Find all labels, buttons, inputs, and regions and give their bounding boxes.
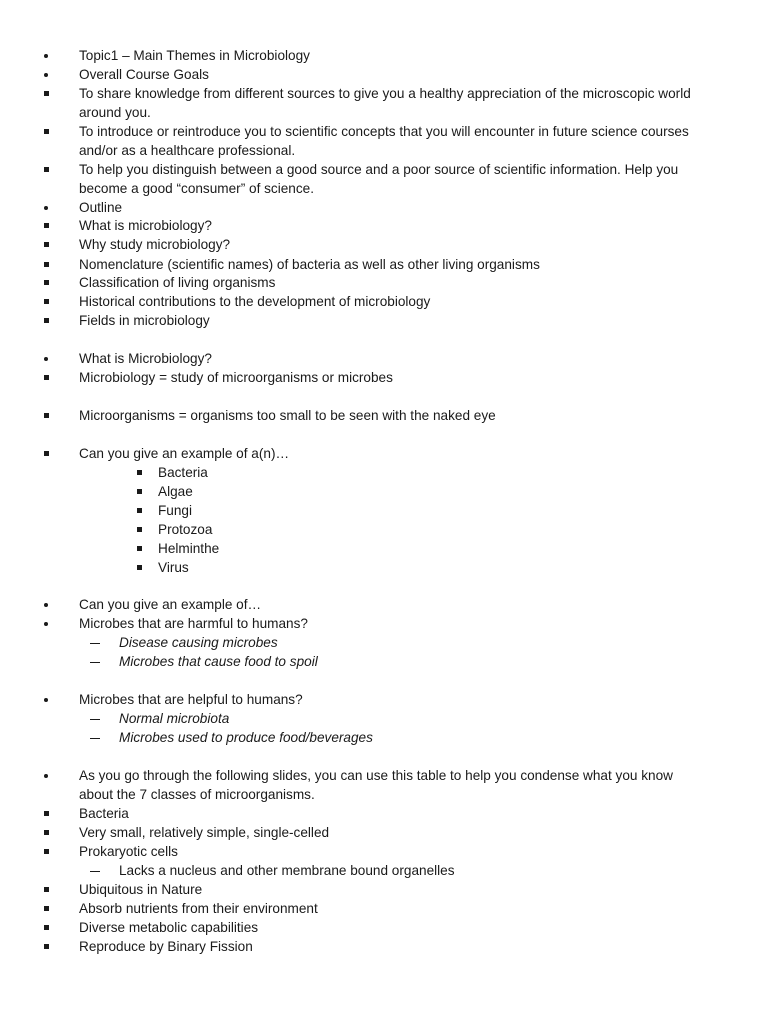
document-line — [0, 804, 768, 823]
line-text: Absorb nutrients from their environment — [79, 901, 318, 916]
line-text: Helminthe — [158, 541, 220, 556]
line-text: Reproduce by Binary Fission — [79, 939, 253, 954]
square-bullet-icon — [44, 849, 49, 854]
square-bullet-icon — [44, 299, 49, 304]
document-line — [0, 520, 768, 539]
line-text: Overall Course Goals — [79, 67, 209, 82]
line-text: Ubiquitous in Nature — [79, 882, 203, 897]
line-text: Can you give an example of… — [79, 597, 262, 612]
round-bullet-icon — [44, 622, 48, 626]
document-line — [0, 273, 768, 292]
line-text: Microorganisms = organisms too small to be seen with the naked eye — [79, 408, 496, 423]
document-line — [0, 937, 768, 956]
round-bullet-icon — [44, 603, 48, 607]
round-bullet-icon — [44, 54, 48, 58]
document-line — [0, 65, 768, 84]
document-line — [0, 880, 768, 899]
document-line — [0, 292, 768, 311]
line-text: To introduce or reintroduce you to scientific concepts that you will encounter in future science courses — [79, 124, 689, 139]
line-text: around you. — [79, 105, 151, 120]
round-bullet-icon — [44, 698, 48, 702]
document-line — [0, 861, 768, 880]
document-line — [0, 482, 768, 501]
document-line — [0, 122, 768, 141]
square-bullet-icon — [44, 129, 49, 134]
line-text: Virus — [158, 560, 189, 575]
square-bullet-icon — [44, 242, 49, 247]
line-text: Can you give an example of a(n)… — [79, 446, 290, 461]
line-text: become a good “consumer” of science. — [79, 181, 314, 196]
document-line — [0, 918, 768, 937]
line-text: and/or as a healthcare professional. — [79, 143, 296, 158]
document-line — [0, 349, 768, 368]
square-bullet-icon — [44, 944, 49, 949]
line-text: Topic1 – Main Themes in Microbiology — [79, 48, 310, 63]
document-line — [0, 84, 768, 103]
square-bullet-icon — [44, 906, 49, 911]
document-line — [0, 179, 768, 198]
document-line — [0, 899, 768, 918]
line-text: Disease causing microbes — [119, 635, 278, 650]
document-line — [0, 255, 768, 274]
dash-bullet-icon — [90, 738, 100, 739]
document-line — [0, 141, 768, 160]
square-bullet-icon — [44, 413, 49, 418]
document-line — [0, 709, 768, 728]
line-text: To share knowledge from different sources to give you a healthy appreciation of the microscopic world — [79, 86, 691, 101]
document-line — [0, 539, 768, 558]
line-text: Protozoa — [158, 522, 213, 537]
square-bullet-icon — [137, 470, 142, 475]
dash-bullet-icon — [90, 662, 100, 663]
square-bullet-icon — [137, 508, 142, 513]
round-bullet-icon — [44, 357, 48, 361]
document-line — [0, 558, 768, 577]
document-line — [0, 444, 768, 463]
line-text: Fungi — [158, 503, 193, 518]
document-line — [0, 46, 768, 65]
line-text: Why study microbiology? — [79, 237, 231, 252]
round-bullet-icon — [44, 73, 48, 77]
square-bullet-icon — [44, 375, 49, 380]
line-text: Outline — [79, 200, 123, 215]
square-bullet-icon — [44, 451, 49, 456]
dash-bullet-icon — [90, 643, 100, 644]
square-bullet-icon — [44, 262, 49, 267]
document-line — [0, 766, 768, 785]
square-bullet-icon — [44, 887, 49, 892]
square-bullet-icon — [137, 489, 142, 494]
line-text: Microbiology = study of microorganisms or microbes — [79, 370, 393, 385]
document-line — [0, 595, 768, 614]
document-line — [0, 842, 768, 861]
square-bullet-icon — [44, 925, 49, 930]
document-line — [0, 235, 768, 254]
square-bullet-icon — [137, 546, 142, 551]
line-text: What is Microbiology? — [79, 351, 212, 366]
square-bullet-icon — [44, 91, 49, 96]
document-line — [0, 633, 768, 652]
dash-bullet-icon — [90, 871, 100, 872]
line-text: Normal microbiota — [119, 711, 230, 726]
document-line — [0, 823, 768, 842]
square-bullet-icon — [44, 811, 49, 816]
line-text: Prokaryotic cells — [79, 844, 178, 859]
line-text: about the 7 classes of microorganisms. — [79, 787, 315, 802]
document-line — [0, 652, 768, 671]
round-bullet-icon — [44, 206, 48, 210]
square-bullet-icon — [44, 167, 49, 172]
line-text: Bacteria — [158, 465, 208, 480]
line-text: Classification of living organisms — [79, 275, 276, 290]
line-text: Bacteria — [79, 806, 129, 821]
document-line — [0, 311, 768, 330]
square-bullet-icon — [44, 223, 49, 228]
line-text: Very small, relatively simple, single-celled — [79, 825, 330, 840]
square-bullet-icon — [137, 527, 142, 532]
document-line — [0, 463, 768, 482]
round-bullet-icon — [44, 774, 48, 778]
line-text: Diverse metabolic capabilities — [79, 920, 259, 935]
document-line — [0, 614, 768, 633]
line-text: Microbes that cause food to spoil — [119, 654, 318, 669]
document-line — [0, 216, 768, 235]
line-text: What is microbiology? — [79, 218, 212, 233]
document-line — [0, 368, 768, 387]
document-line — [0, 198, 768, 217]
document-line — [0, 406, 768, 425]
line-text: Fields in microbiology — [79, 313, 210, 328]
document-line — [0, 728, 768, 747]
square-bullet-icon — [44, 318, 49, 323]
square-bullet-icon — [44, 280, 49, 285]
line-text: Algae — [158, 484, 193, 499]
line-text: Microbes that are harmful to humans? — [79, 616, 308, 631]
square-bullet-icon — [137, 565, 142, 570]
line-text: Microbes used to produce food/beverages — [119, 730, 373, 745]
line-text: Historical contributions to the development of microbiology — [79, 294, 431, 309]
line-text: As you go through the following slides, you can use this table to help you condense what you know — [79, 768, 673, 783]
line-text: Microbes that are helpful to humans? — [79, 692, 303, 707]
document-line — [0, 690, 768, 709]
document-line — [0, 501, 768, 520]
document-line — [0, 103, 768, 122]
line-text: Lacks a nucleus and other membrane bound organelles — [119, 863, 455, 878]
dash-bullet-icon — [90, 719, 100, 720]
square-bullet-icon — [44, 830, 49, 835]
line-text: To help you distinguish between a good source and a poor source of scientific information. Help you — [79, 162, 679, 177]
document-line — [0, 160, 768, 179]
document-line — [0, 785, 768, 804]
line-text: Nomenclature (scientific names) of bacteria as well as other living organisms — [79, 257, 540, 272]
